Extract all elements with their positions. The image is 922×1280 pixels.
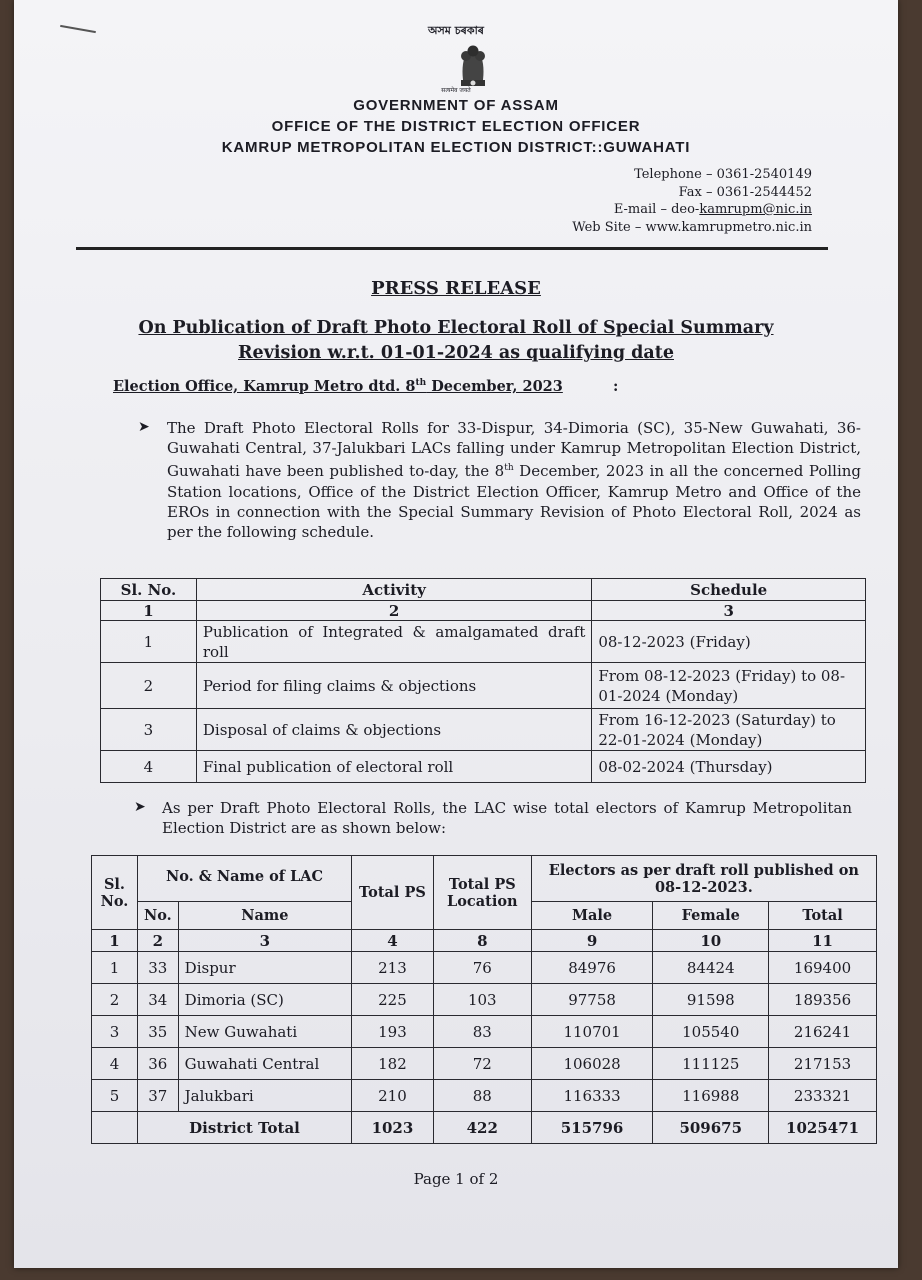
activity-cell: Final publication of electoral roll (196, 751, 591, 783)
lac-name-cell: Jalukbari (178, 1080, 351, 1112)
ps-location-cell: 72 (433, 1048, 531, 1080)
index-cell: 2 (137, 930, 178, 952)
sl-cell: 4 (92, 1048, 138, 1080)
ps-cell: 210 (352, 1080, 434, 1112)
subject-heading (14, 316, 898, 366)
bullet-arrow-icon: ➤ (138, 419, 150, 435)
male-cell: 116333 (531, 1080, 653, 1112)
email (572, 201, 812, 219)
lac-name-cell: New Guwahati (178, 1016, 351, 1048)
total-cell: 169400 (769, 952, 877, 984)
lac-no-cell: 35 (137, 1016, 178, 1048)
header-district: KAMRUP METROPOLITAN ELECTION DISTRICT::GUWAHATI (221, 139, 691, 156)
lac-name-cell: Guwahati Central (178, 1048, 351, 1080)
sl-cell: 3 (92, 1016, 138, 1048)
table-row (92, 1016, 877, 1048)
schedule-cell: From 16-12-2023 (Saturday) to 22-01-2024 (Monday) (592, 709, 866, 751)
dateline-colon: : (613, 378, 619, 395)
header-office: OFFICE OF THE DISTRICT ELECTION OFFICER (271, 118, 641, 135)
sl-cell: 4 (101, 751, 197, 783)
activity-cell: Publication of Integrated & amalgamated draft roll (196, 621, 591, 663)
table-row (101, 621, 866, 663)
activity-cell: Period for filing claims & objections (196, 663, 591, 709)
table-header-row (101, 579, 866, 601)
male-cell: 106028 (531, 1048, 653, 1080)
index-cell: 2 (196, 601, 591, 621)
table-row (101, 751, 866, 783)
lac-name-cell: Dispur (178, 952, 351, 984)
female-cell: 84424 (653, 952, 769, 984)
female-cell: 111125 (653, 1048, 769, 1080)
paragraph-electors: As per Draft Photo Electoral Rolls, the LAC wise total electors of Kamrup Metropolitan Election District are as shown below: (162, 799, 852, 838)
header-divider (76, 247, 828, 250)
male-cell: 110701 (531, 1016, 653, 1048)
table-index-row (101, 601, 866, 621)
index-cell: 1 (101, 601, 197, 621)
bullet-arrow-icon: ➤ (134, 799, 146, 815)
ps-location-cell: 83 (433, 1016, 531, 1048)
emblem-motto: सत्यमेव जयते (441, 87, 471, 94)
col-female: Female (653, 902, 769, 930)
female-cell: 105540 (653, 1016, 769, 1048)
dateline-text: Election Office, Kamrup Metro dtd. 8 (113, 378, 416, 395)
para1-part2: December, 2023 in all the concerned Polling Station locations, Office of the District Election Officer, Kamrup Metro and Office of the EROs in connection with the Special Summary Revision of Photo Electoral Roll, 2024 as per the following schedule. (167, 462, 862, 542)
total-cell: 189356 (769, 984, 877, 1016)
email-prefix: E-mail – deo- (613, 202, 700, 217)
table-row (92, 1080, 877, 1112)
total-cell: 217153 (769, 1048, 877, 1080)
index-cell: 4 (352, 930, 434, 952)
col-lac: No. & Name of LAC (137, 856, 351, 902)
male-cell: 97758 (531, 984, 653, 1016)
col-total-ps-location: Total PS Location (433, 856, 531, 930)
sl-cell: 2 (92, 984, 138, 1016)
ps-location-cell: 76 (433, 952, 531, 984)
header-government: GOVERNMENT OF ASSAM (353, 97, 559, 114)
index-cell: 3 (178, 930, 351, 952)
total-ps-location-cell: 422 (433, 1112, 531, 1144)
index-cell: 8 (433, 930, 531, 952)
paragraph-schedule (167, 418, 861, 542)
dateline-text-end: December, 2023 (426, 378, 563, 395)
dateline (113, 378, 563, 395)
schedule-cell: From 08-12-2023 (Friday) to 08-01-2024 (Monday) (592, 663, 866, 709)
total-cell: 233321 (769, 1080, 877, 1112)
ps-cell: 182 (352, 1048, 434, 1080)
female-cell: 91598 (653, 984, 769, 1016)
index-cell: 10 (653, 930, 769, 952)
total-male-cell: 515796 (531, 1112, 653, 1144)
email-link[interactable]: kamrupm@nic.in (699, 202, 812, 217)
para1-sup: th (504, 463, 514, 474)
table-row (92, 1048, 877, 1080)
table-row (92, 984, 877, 1016)
col-activity: Activity (196, 579, 591, 601)
index-cell: 1 (92, 930, 138, 952)
sl-cell: 2 (101, 663, 197, 709)
col-lac-name: Name (178, 902, 351, 930)
lac-no-cell: 36 (137, 1048, 178, 1080)
ps-location-cell: 103 (433, 984, 531, 1016)
col-sl-no: Sl. No. (101, 579, 197, 601)
female-cell: 116988 (653, 1080, 769, 1112)
index-cell: 3 (592, 601, 866, 621)
activity-cell: Disposal of claims & objections (196, 709, 591, 751)
lac-no-cell: 34 (137, 984, 178, 1016)
index-cell: 9 (531, 930, 653, 952)
col-schedule: Schedule (592, 579, 866, 601)
grand-total-cell: 1025471 (769, 1112, 877, 1144)
col-sl-no: Sl. No. (92, 856, 138, 930)
col-total: Total (769, 902, 877, 930)
table-index-row (92, 930, 877, 952)
lac-no-cell: 37 (137, 1080, 178, 1112)
para1-part1: The Draft Photo Electoral Rolls for 33-Dispur, 34-Dimoria (SC), 35-New Guwahati, 36-Guwahati Central, 37-Jalukbari LACs falling under Kamrup Metropolitan Election District, Guwahati have been published to-day, the 8 (167, 419, 861, 481)
lac-name-cell: Dimoria (SC) (178, 984, 351, 1016)
col-electors: Electors as per draft roll published on 08-12-2023. (531, 856, 876, 902)
table-header-row (92, 856, 877, 902)
col-total-ps: Total PS (352, 856, 434, 930)
press-release-heading: PRESS RELEASE (371, 278, 541, 299)
schedule-cell: 08-02-2024 (Thursday) (592, 751, 866, 783)
table-row (101, 663, 866, 709)
total-ps-cell: 1023 (352, 1112, 434, 1144)
sl-cell: 3 (101, 709, 197, 751)
sl-cell: 1 (101, 621, 197, 663)
emblem-script-text: অসম চৰকাৰ (428, 24, 484, 37)
dateline-sup: th (415, 378, 427, 389)
total-female-cell: 509675 (653, 1112, 769, 1144)
contact-block (572, 166, 812, 236)
index-cell: 11 (769, 930, 877, 952)
website: Web Site – www.kamrupmetro.nic.in (572, 219, 812, 235)
blank-cell (92, 1112, 138, 1144)
fax: Fax – 0361-2544452 (678, 184, 812, 200)
district-total-row (92, 1112, 877, 1144)
lac-no-cell: 33 (137, 952, 178, 984)
document-page (14, 0, 898, 1268)
total-cell: 216241 (769, 1016, 877, 1048)
telephone: Telephone – 0361-2540149 (634, 167, 812, 182)
district-total-label: District Total (137, 1112, 351, 1144)
schedule-cell: 08-12-2023 (Friday) (592, 621, 866, 663)
page-number: Page 1 of 2 (413, 1170, 499, 1188)
schedule-table (100, 578, 866, 783)
ps-cell: 193 (352, 1016, 434, 1048)
col-lac-no: No. (137, 902, 178, 930)
subject-line-2: Revision w.r.t. 01-01-2024 as qualifying date (238, 343, 674, 363)
table-row (92, 952, 877, 984)
sl-cell: 5 (92, 1080, 138, 1112)
male-cell: 84976 (531, 952, 653, 984)
table-row (101, 709, 866, 751)
subject-line-1: On Publication of Draft Photo Electoral Roll of Special Summary (138, 318, 774, 338)
ps-cell: 213 (352, 952, 434, 984)
electors-table (91, 855, 877, 1144)
ps-cell: 225 (352, 984, 434, 1016)
ps-location-cell: 88 (433, 1080, 531, 1112)
sl-cell: 1 (92, 952, 138, 984)
col-male: Male (531, 902, 653, 930)
